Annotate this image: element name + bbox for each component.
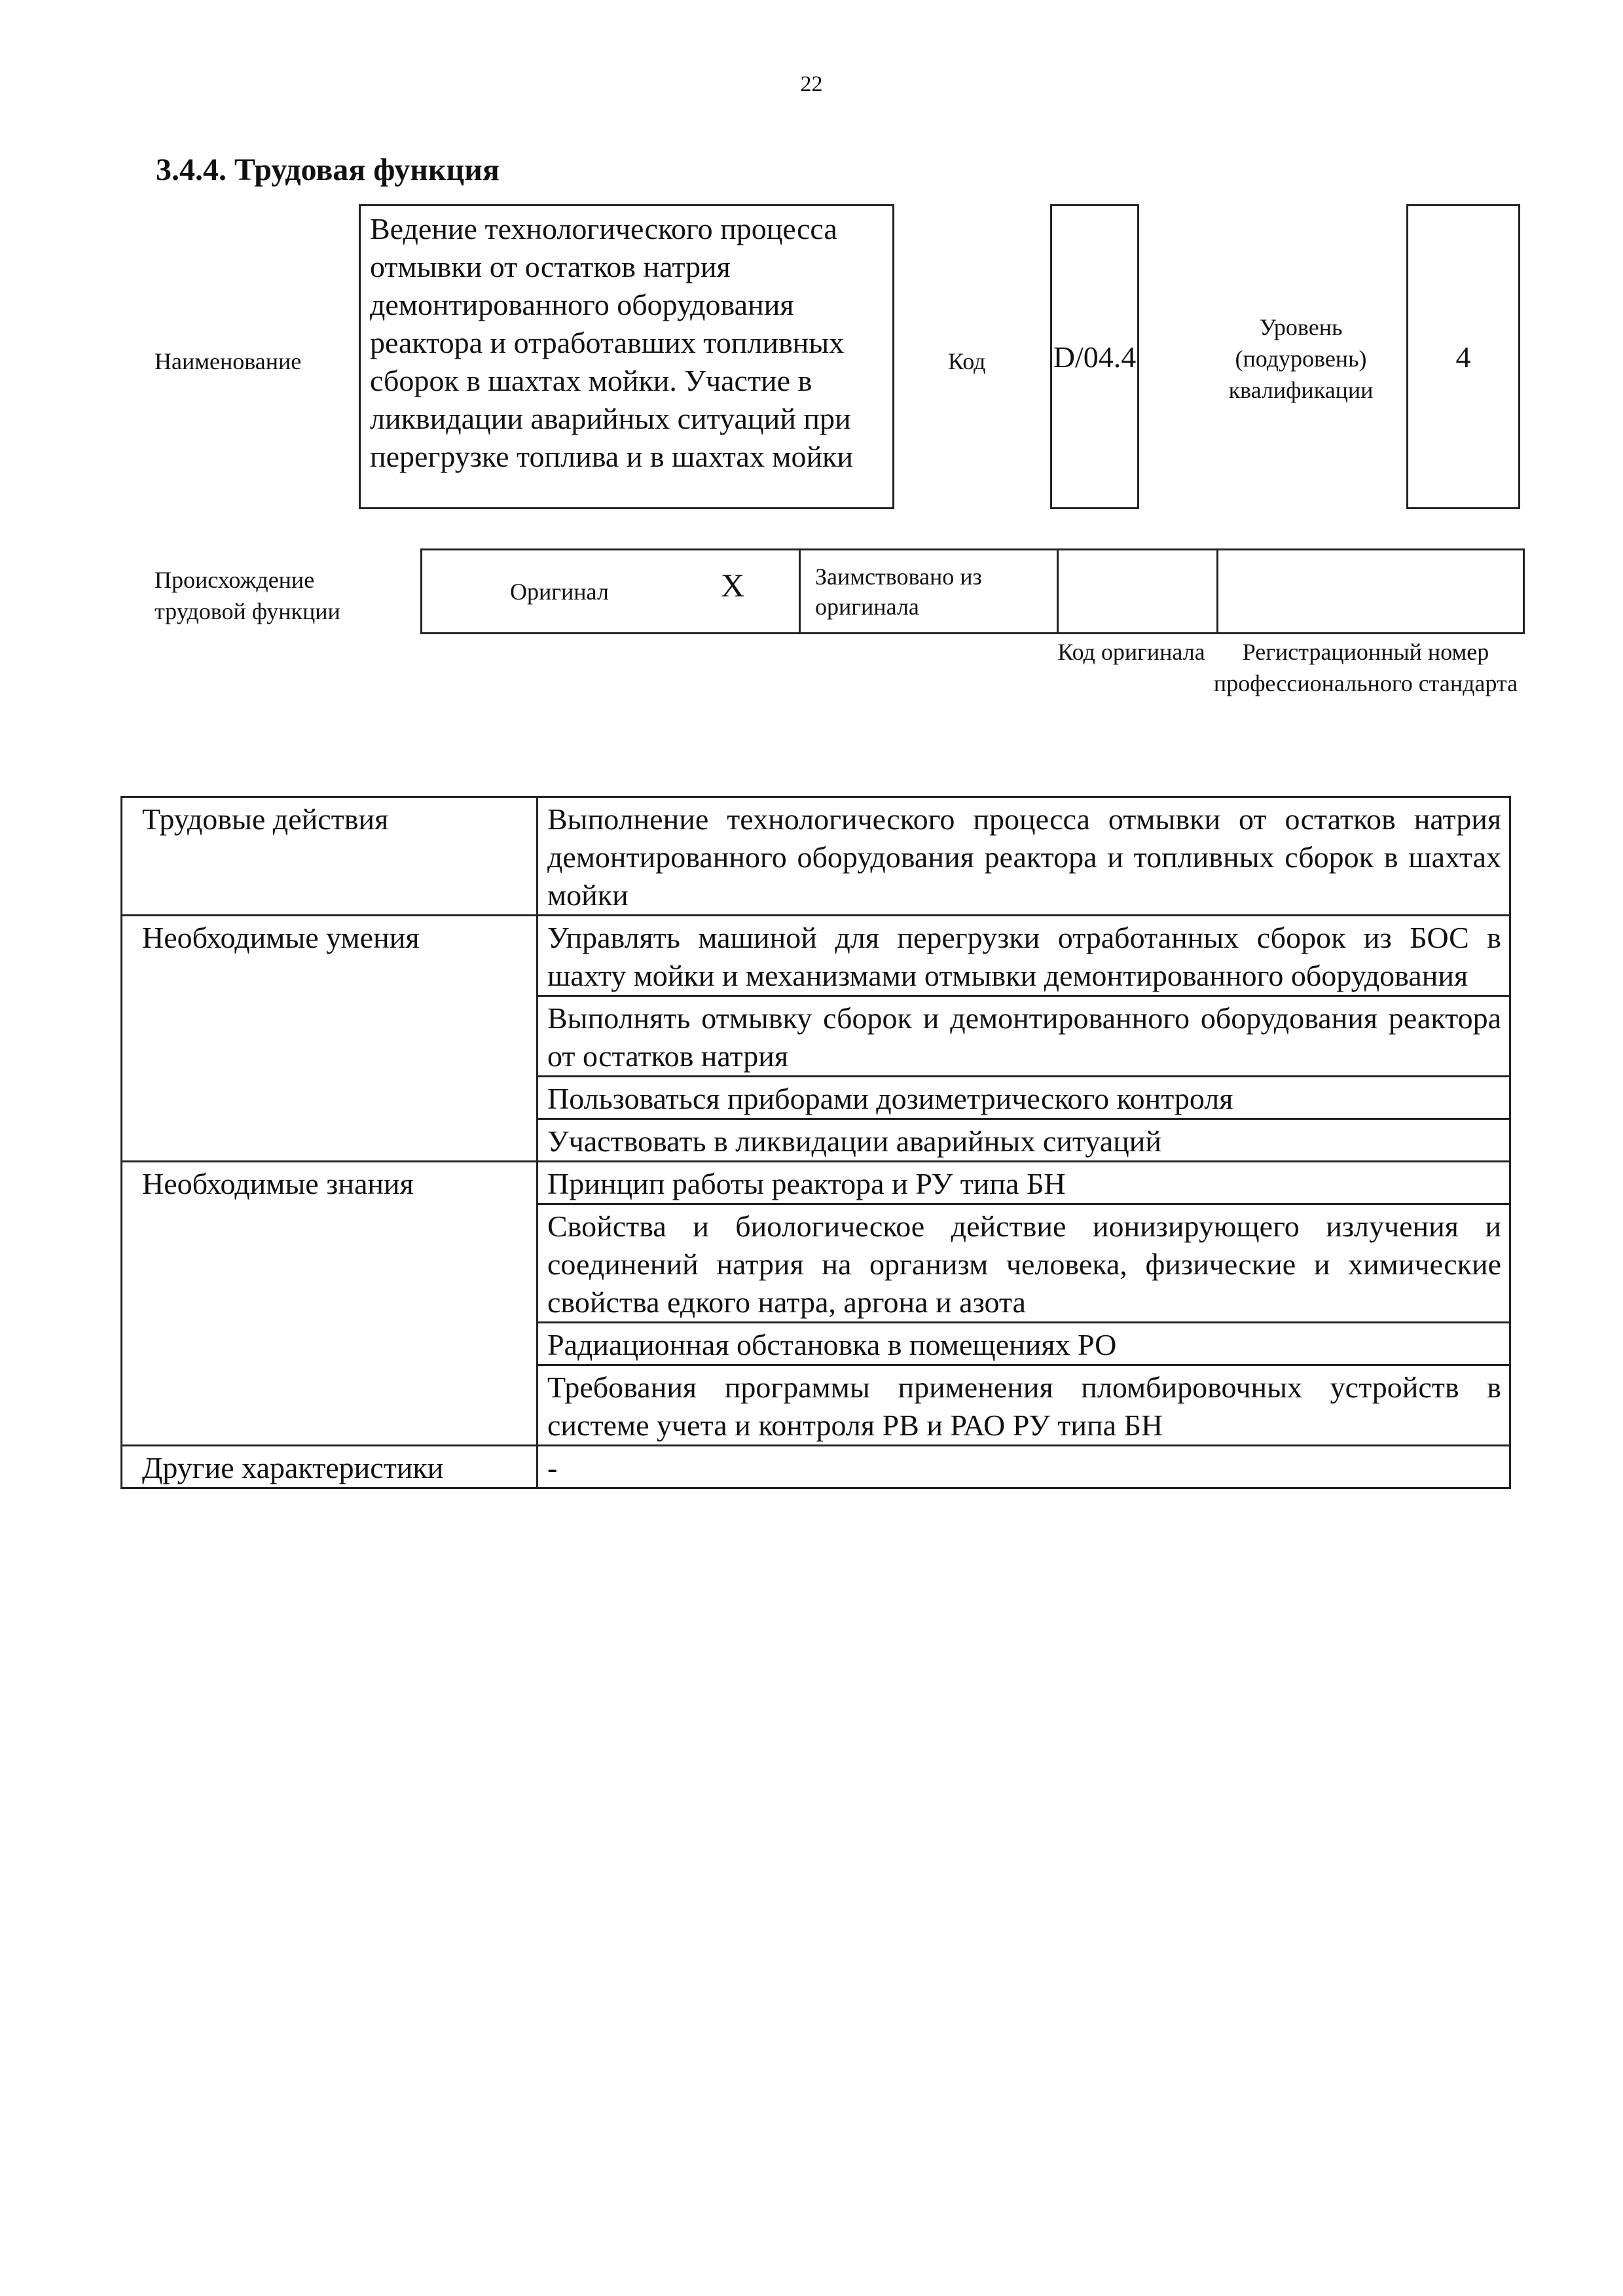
knowledge-item: Радиационная обстановка в помещениях РО [538, 1323, 1510, 1365]
table-row [122, 1446, 1510, 1488]
skills-item: Управлять машиной для перегрузки отработанных сборок из БОС в шахту мойки и механизмами отмывки демонтированного оборудования [538, 916, 1510, 996]
origin-original-label: Оригинал [510, 579, 609, 605]
other-label: Другие характеристики [122, 1446, 538, 1488]
origin-original-mark: X [721, 567, 745, 603]
section-title: 3.4.4. Трудовая функция [156, 152, 500, 187]
origin-code-caption: Код оригинала [1057, 639, 1205, 665]
qualification-level-value: 4 [1455, 340, 1471, 374]
table-row [122, 916, 1510, 996]
origin-code-cell [1058, 550, 1218, 634]
table-row [122, 1162, 1510, 1204]
code-value-box [1050, 204, 1139, 509]
function-details-table [120, 796, 1511, 1489]
knowledge-item: Требования программы применения пломбировочных устройств в системе учета и контроля РВ и РАО РУ типа БН [538, 1365, 1510, 1446]
qualification-level-box [1406, 204, 1520, 509]
skills-label: Необходимые умения [122, 916, 538, 1162]
name-value-box: Ведение технологического процесса отмывки от остатков натрия демонтированного оборудования реактора и отработавших топливных сборок в шахтах мойки. Участие в ликвидации аварийных ситуаций при перегрузке топлива и в шахтах мойки [359, 204, 894, 509]
actions-item: Выполнение технологического процесса отмывки от остатков натрия демонтированного оборудования реактора и топливных сборок в шахтах мойки [538, 797, 1510, 916]
origin-table [420, 548, 1525, 634]
table-row [122, 797, 1510, 916]
origin-borrowed-label: Заимствовано из оригинала [800, 550, 1058, 634]
knowledge-item: Свойства и биологическое действие ионизирующего излучения и соединений натрия на организм человека, физические и химические свойства едкого натра, аргона и азота [538, 1204, 1510, 1323]
qualification-level-label: Уровень (подуровень) квалификации [1228, 314, 1374, 403]
knowledge-label: Необходимые знания [122, 1162, 538, 1446]
skills-item: Выполнять отмывку сборок и демонтированного оборудования реактора от остатков натрия [538, 996, 1510, 1077]
knowledge-item: Принцип работы реактора и РУ типа БН [538, 1162, 1510, 1204]
skills-item: Участвовать в ликвидации аварийных ситуаций [538, 1119, 1510, 1162]
origin-reg-number-cell [1218, 550, 1524, 634]
name-label: Наименование [155, 348, 302, 374]
code-value: D/04.4 [1053, 340, 1137, 374]
other-value: - [538, 1446, 1510, 1488]
actions-label: Трудовые действия [122, 797, 538, 916]
code-label: Код [948, 348, 986, 374]
page-number: 22 [800, 72, 823, 96]
skills-item: Пользоваться приборами дозиметрического контроля [538, 1077, 1510, 1119]
origin-reg-caption: Регистрационный номер профессионального стандарта [1213, 639, 1518, 696]
origin-label: Происхождение трудовой функции [155, 567, 340, 624]
origin-original-cell [422, 550, 800, 634]
